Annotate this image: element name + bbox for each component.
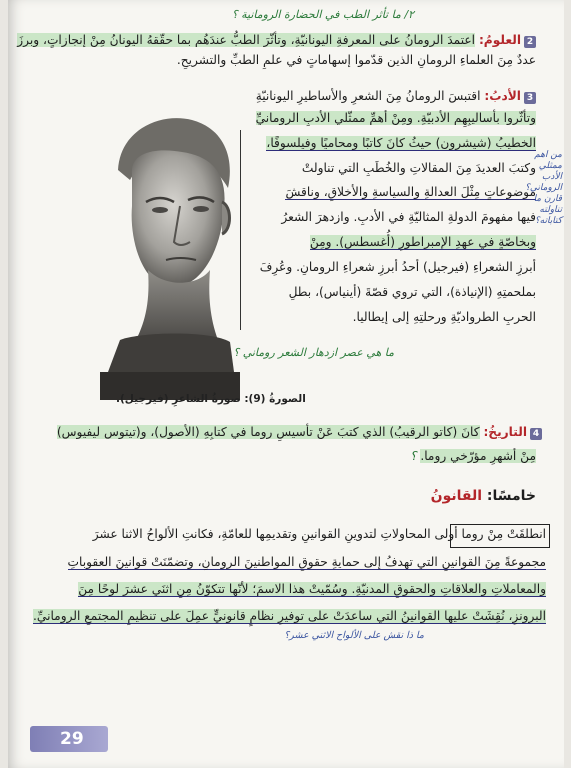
tarikh-label: التاريخُ: (483, 425, 527, 439)
section-number-badge: 2 (524, 36, 536, 48)
margin-bracket-line (240, 130, 241, 330)
uloom-line-2: عددٌ مِنَ العلماءِ الرومانِ الذين قدّموا إسهاماتٍ في علمِ الطبِّ والتشريحِ. (176, 53, 536, 67)
handwritten-question-top: ٢/ ما تأثر الطب في الحضارة الرومانية ؟ (231, 8, 414, 21)
adab-line-7: وبخاصّةٍ في عهدِ الإمبراطورِ (أُغسطس). ومِنْ (309, 235, 536, 249)
adab-line-10: الحربِ الطرواديّةِ ورحلتِهِ إلى إيطاليا. (352, 310, 536, 324)
tarikh-text-1: كانَ (كاتو الرقيبُ) الذي كتبَ عَنْ تأسيسِ روما في كتابِهِ (الأصول)، و(تيتوس ليفيوس) (56, 425, 480, 439)
margin-handwritten-note: من اهم ممثلي الأدب الروماني؟ قارن ما تناولته كتاباته؟ (525, 150, 562, 226)
qanun-line-1: انطلقَتْ مِنْ روما أولى المحاولاتِ لتدوينِ القوانينِ وتقديمِها للعامّةِ، فكانتِ الألواحُ الاثنا عشرَ (92, 527, 546, 541)
virgil-bust-icon (100, 110, 240, 400)
adab-line-6: فيها مفهومَ الدولةِ المثاليّةِ في الأدبِ. وازدهرَ الشعرُ (281, 210, 536, 224)
adab-label: الأدبُ: (484, 89, 521, 103)
tarikh-line-2: مِنْ أشهرِ مؤرّخي روما. ؟ (409, 449, 536, 463)
uloom-line-1 (17, 32, 536, 49)
handwritten-question-qanun: ما ذا نقش على الألواح الاثني عشر؟ (284, 630, 424, 641)
textbook-page (8, 0, 564, 768)
adab-line-8: أبرزِ الشعراءِ (فيرجيل) أحدُ أبرزِ شعراءِ الرومانِ. وعُرِفَ (259, 260, 536, 274)
tarikh-line-1 (57, 424, 542, 441)
qanun-line-3: والمعاملاتِ والعلاقاتِ والحقوقِ المدنيّةِ. وسُمّيتْ هذا الاسمَ؛ لأنّها تتكوّنُ مِنِ اثنَي عشرَ لوحًا مِنَ (78, 582, 546, 596)
section-number-badge: 3 (524, 92, 536, 104)
adab-line-2: وتأثّروا بأساليبِهِم الأدبيّةِ. ومِنْ أهمِّ ممثّلي الأدبِ الرومانيِّ (255, 111, 536, 125)
uloom-text-1: اعتمدَ الرومانُ على المعرفةِ اليونانيّةِ، وتأثّرَ الطبُّ عندَهُم بما حقّقهُ اليونانُ مِنْ إنجازاتٍ، وبرزَ (17, 33, 476, 47)
qanun-line-4: البرونزِ، نُقِشَتْ عليها القوانينُ التي ساعدَتْ على توفيرِ نظامٍ قانونيٍّ عمِلَ على تنظيمِ المجتمعِ الرومانيِّ. (33, 609, 546, 623)
page-number: 29 (30, 726, 108, 752)
adab-text-1: اقتبسَ الرومانُ مِنَ الشعرِ والأساطيرِ اليونانيّةِ (255, 89, 481, 103)
adab-line-1 (256, 88, 536, 105)
handwritten-question-adab: ما هي عصر ازدهار الشعر روماني ؟ (233, 346, 394, 359)
qanun-heading: خامسًا: القانونُ (430, 488, 536, 504)
adab-line-4: وكتبَ العديدَ مِنَ المقالاتِ والخُطَبِ التي تناولتْ (301, 161, 536, 175)
adab-line-5: موضوعاتٍ مِثْلَ العدالةِ والسياسةِ والأخلاقِ، وناقشَ (285, 185, 536, 199)
section-number-badge: 4 (530, 428, 542, 440)
uloom-label: العلومُ: (478, 33, 521, 47)
adab-line-3: الخطيبُ (شيشرون) حيثُ كانَ كاتبًا ومحاميًا وفيلسوفًا، (266, 136, 536, 150)
qanun-line-2: مجموعةً مِنَ القوانينِ التي تهدفُ إلى حمايةِ حقوقِ المواطنينَ الرومانِ، وتضمّنَتْ قوانينَ العقوباتِ (67, 555, 546, 569)
figure-caption: الصورةُ (9): صورةُ الشاعرِ (فيرجيل). (116, 393, 306, 405)
adab-line-9: بملحمتِهِ (الإنياذة)، التي تروي قصّةَ (أينياس)، بطلِ (288, 285, 536, 299)
virgil-portrait (100, 110, 240, 400)
